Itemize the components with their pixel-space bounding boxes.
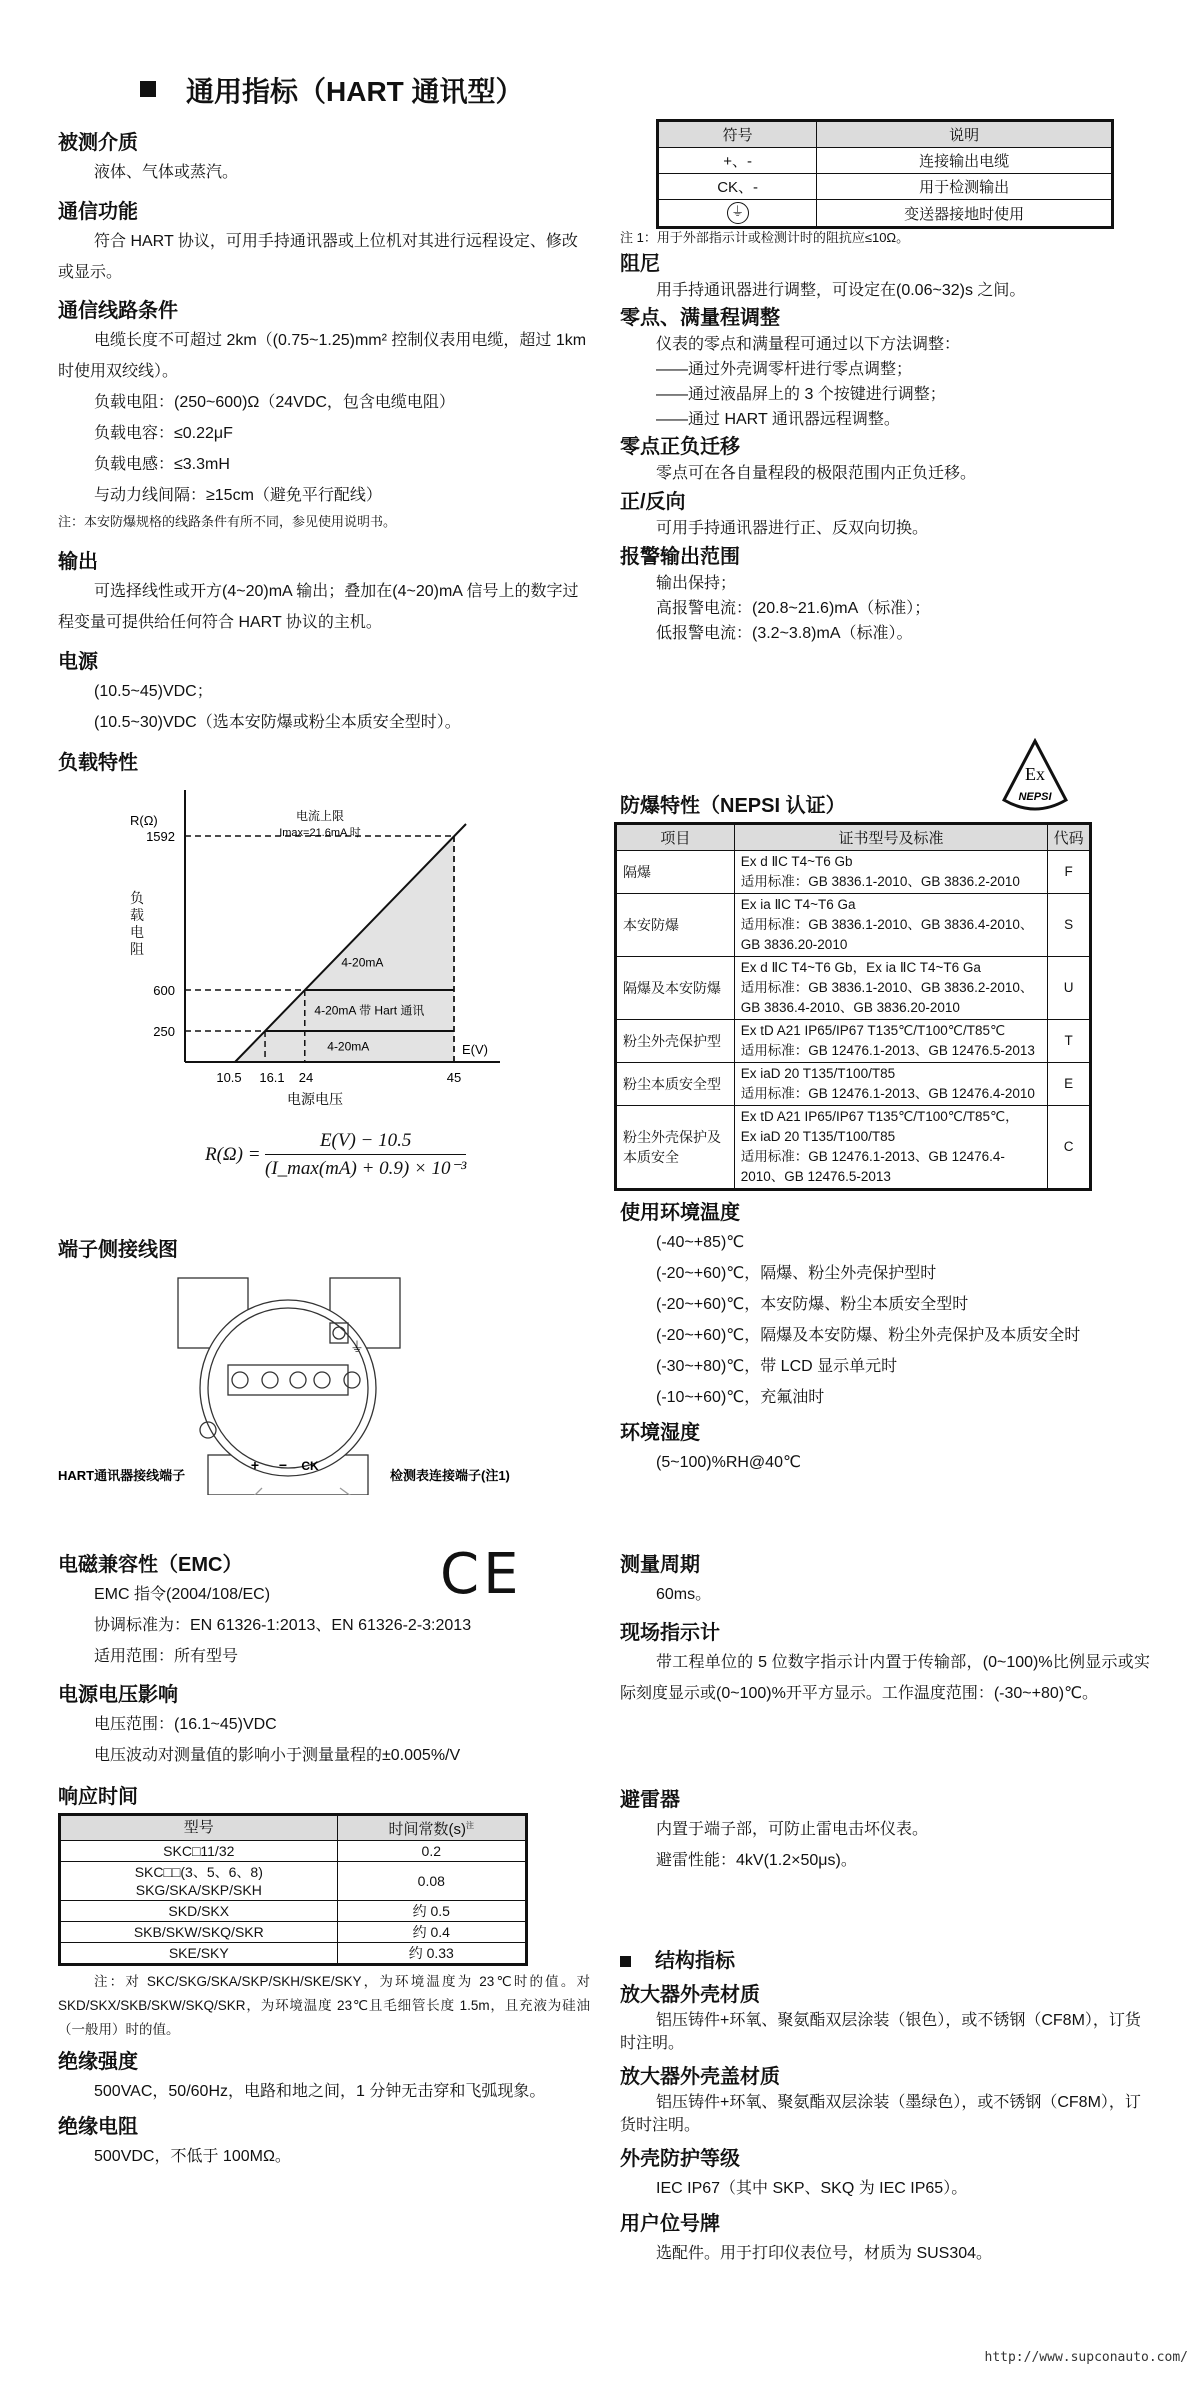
right-middle-flow: [614, 792, 1174, 1478]
power-line-distance: 与动力线间隔：≥15cm（避免平行配线）: [94, 487, 382, 504]
text: 避雷性能：4kV(1.2×50μs)。: [656, 1852, 857, 1869]
text: 500VDC，不低于 100MΩ。: [94, 2148, 291, 2165]
section-comm: [58, 198, 590, 288]
col-header: 说明: [817, 121, 1113, 148]
terminal-symbol-table: [656, 119, 1114, 229]
heading: 正/反向: [620, 491, 686, 513]
y-tick-label: 250: [153, 1024, 175, 1039]
col-header: 符号: [658, 121, 817, 148]
section-housing: [620, 1981, 1150, 2055]
ground-icon: ⏚: [350, 1339, 364, 1355]
heading: 放大器外壳材质: [620, 1984, 760, 2006]
ce-mark-logo: CE: [440, 1542, 523, 1607]
text: 仪表的零点和满量程可通过以下方法调整：: [656, 336, 961, 353]
text: 液体、气体或蒸汽。: [94, 164, 239, 181]
section-indicator: [620, 1619, 1150, 1709]
table-row: +、- 连接输出电缆: [658, 148, 1113, 174]
text: (-20~+60)℃，隔爆及本安防爆、粉尘外壳保护及本质安全时: [656, 1327, 1081, 1344]
section-humidity: [614, 1419, 1174, 1478]
x-tick-label: 45: [446, 1070, 462, 1085]
note: 注 1：用于外部指示计或检测计时的阻抗应≤10Ω。: [620, 230, 910, 245]
load-inductance: 负载电感：≤3.3mH: [94, 456, 230, 473]
page-title: 通用指标（HART 通讯型）: [140, 70, 524, 110]
section-period: [620, 1551, 1160, 1610]
region-label: 4-20mA: [327, 1039, 370, 1054]
note: 注：本安防爆规格的线路条件有所不同，参见使用说明书。: [58, 514, 397, 529]
col-header: 时间常数$(s)^注$: [337, 1815, 526, 1841]
table-row: 隔爆及本安防爆 Ex d ⅡC T4~T6 Gb，Ex ia ⅡC T4~T6 Ga 适用标准：GB 3836.1-2010、GB 3836.2-2010、GB 3836.4-2010、GB 3836.20-2010 U: [616, 957, 1091, 1020]
text: 内置于端子部，可防止雷电击坏仪表。: [656, 1821, 929, 1838]
table-row: SKB/SKW/SKQ/SKR 约 0.4: [60, 1922, 527, 1943]
text: (-30~+80)℃，带 LCD 显示单元时: [656, 1358, 898, 1375]
square-bullet-icon: [140, 81, 156, 97]
load-resistance: 负载电阻：(250~600)Ω（24VDC，包含电缆电阻）: [94, 394, 455, 411]
heading: 负载特性: [58, 752, 138, 774]
heading: 电源电压影响: [58, 1684, 178, 1706]
text: ——通过外壳调零杆进行零点调整；: [656, 361, 913, 378]
response-table: [58, 1813, 528, 1966]
y-axis-title: 负载电阻: [130, 890, 144, 957]
table-row: 粉尘本质安全型 Ex iaD 20 T135/T100/T85 适用标准：GB 12476.1-2013、GB 12476.4-2010 E: [616, 1063, 1091, 1106]
website-link[interactable]: http://www.supconauto.com/: [984, 2350, 1188, 2365]
col-header: 代码: [1048, 824, 1091, 851]
text: (-40~+85)℃: [656, 1234, 745, 1251]
terminal-wiring-diagram: [40, 1270, 600, 1495]
section-medium: [58, 129, 590, 188]
ground-icon: ⏚: [727, 202, 749, 224]
y-tick-label: 600: [153, 983, 175, 998]
text: (-10~+60)℃，充氟油时: [656, 1389, 825, 1406]
section-cover: [620, 2063, 1150, 2137]
text: (5~100)%RH@40℃: [656, 1454, 801, 1471]
heading: 阻尼: [620, 253, 660, 275]
section-power: [58, 648, 590, 738]
text: 电压范围：(16.1~45)VDC: [94, 1716, 277, 1733]
annotation-line-2: Imax=21.6mA 时: [279, 827, 361, 839]
col-header: 型号: [60, 1815, 338, 1841]
y-unit-label: R(Ω): [130, 813, 158, 828]
check-meter-terminal-label: 检测表连接端子(注1): [390, 1468, 510, 1483]
structure-title: 结构指标: [620, 1947, 1150, 1975]
x-unit-label: E(V): [462, 1042, 488, 1057]
text: 500VAC，50/60Hz，电路和地之间，1 分钟无击穿和飞弧现象。: [94, 2083, 546, 2100]
heading: 零点、满量程调整: [620, 307, 780, 329]
heading: 端子侧接线图: [58, 1239, 178, 1261]
section-arrester: [620, 1786, 1160, 1876]
text: ——通过液晶屏上的 3 个按键进行调整；: [656, 386, 946, 403]
text: 适用范围：所有型号: [94, 1648, 239, 1665]
hart-terminal-label: HART通讯器接线端子: [58, 1468, 186, 1483]
text: 低报警电流：(3.2~3.8)mA（标准）。: [656, 625, 913, 642]
text: 铝压铸件+环氧、聚氨酯双层涂装（墨绿色），或不锈钢（CF8M），订货时注明。: [620, 2094, 1141, 2134]
text: EMC 指令(2004/108/EC): [94, 1586, 271, 1603]
load-formula: R(Ω) = $\frac{E(V) - 10.5}{\text{(I\_max(mA) + 0.9) × 10⁻³}}$: [205, 1130, 467, 1179]
text: IEC IP67（其中 SKP、SKQ 为 IEC IP65）。: [656, 2180, 968, 2197]
heading: 用户位号牌: [620, 2213, 720, 2235]
table-row: 本安防爆 Ex ia ⅡC T4~T6 Ga 适用标准：GB 3836.1-2010、GB 3836.4-2010、GB 3836.20-2010 S: [616, 894, 1091, 957]
table-row: SKD/SKX 约 0.5: [60, 1901, 527, 1922]
col-header: 证书型号及标准: [734, 824, 1048, 851]
heading: 绝缘强度: [58, 2051, 138, 2073]
table-row: 粉尘外壳保护型 Ex tD A21 IP65/IP67 T135℃/T100℃/T85℃ 适用标准：GB 12476.1-2013、GB 12476.5-2013 T: [616, 1020, 1091, 1063]
heading: 输出: [58, 551, 98, 573]
text: 铝压铸件+环氧、聚氨酯双层涂装（银色），或不锈钢（CF8M），订货时注明。: [620, 2012, 1141, 2052]
heading: 环境湿度: [620, 1422, 700, 1444]
heading: 电源: [58, 651, 98, 673]
section-alarm: [620, 543, 1160, 646]
text: ——通过 HART 通讯器远程调整。: [656, 411, 900, 428]
text: 选配件。用于打印仪表位号，材质为 SUS304。: [656, 2245, 993, 2262]
table-row: 隔爆 Ex d ⅡC T4~T6 Gb 适用标准：GB 3836.1-2010、GB 3836.2-2010 F: [616, 851, 1091, 894]
svg-text:Ex: Ex: [1025, 764, 1045, 784]
text: 符合 HART 协议，可用手持通讯器或上位机对其进行远程设定、修改或显示。: [58, 233, 578, 281]
heading: 电磁兼容性（EMC）: [58, 1554, 243, 1576]
heading: 绝缘电阻: [58, 2116, 138, 2138]
note: 注：对 SKC/SKG/SKA/SKP/SKH/SKE/SKY，为环境温度为 23℃时的值。对 SKD/SKX/SKB/SKW/SKQ/SKR，为环境温度 23℃且毛细管长度 1.5m，且充液为硅油（一般用）时的值。: [58, 1974, 590, 2037]
x-axis-title: 电源电压: [287, 1091, 343, 1107]
text: 高报警电流：(20.8~21.6)mA（标准）；: [656, 600, 931, 617]
text: 电压波动对测量值的影响小于测量量程的±0.005%/V: [94, 1747, 461, 1764]
terminal-ck: CK: [301, 1459, 319, 1473]
region-label: 4-20mA 带 Hart 通讯: [314, 1003, 425, 1018]
x-tick-label: 16.1: [259, 1070, 285, 1085]
text: 带工程单位的 5 位数字指示计内置于传输部，(0~100)%比例显示或实际刻度显示或(0~100)%开平方显示。工作温度范围：(-30~+80)℃。: [620, 1654, 1150, 1702]
text: 电缆长度不可超过 2km（(0.75~1.25)mm² 控制仪表用电缆，超过 1km 时使用双绞线）。: [58, 332, 587, 380]
heading: 放大器外壳盖材质: [620, 2066, 780, 2088]
table-row: 粉尘外壳保护及本质安全 Ex tD A21 IP65/IP67 T135℃/T100℃/T85℃， Ex iaD 20 T135/T100/T85 适用标准：GB 12476.1-2013、GB 12476.4-2010、GB 12476.5-2013 C: [616, 1106, 1091, 1190]
text: 可选择线性或开方(4~20)mA 输出；叠加在(4~20)mA 信号上的数字过程变量可提供给任何符合 HART 协议的主机。: [58, 583, 579, 631]
section-damping: [620, 250, 1160, 304]
left-bottom-flow: [58, 1783, 590, 2172]
heading: 通信功能: [58, 201, 138, 223]
text: 用手持通讯器进行调整，可设定在(0.06~32)s 之间。: [656, 282, 1026, 299]
text: 协调标准为：EN 61326-1:2013、EN 61326-2-3:2013: [94, 1617, 472, 1634]
load-characteristic-chart: [100, 780, 520, 1120]
heading: 防爆特性（NEPSI 认证）: [620, 795, 846, 817]
text: 60ms。: [656, 1586, 712, 1603]
section-zero-shift: [620, 433, 1160, 486]
square-bullet-icon: [620, 1956, 631, 1967]
table-row: ⏚ 变送器接地时使用: [658, 200, 1113, 228]
heading: 避雷器: [620, 1789, 680, 1811]
x-tick-label: 10.5: [216, 1070, 242, 1085]
text: 输出保持；: [656, 575, 737, 592]
section-ambient-temp: [614, 1199, 1174, 1413]
terminal-plus: +: [250, 1457, 260, 1473]
heading: 报警输出范围: [620, 546, 740, 568]
section-output: [58, 548, 590, 638]
text: (-20~+60)℃，本安防爆、粉尘本质安全型时: [656, 1296, 969, 1313]
annotation-line-1: 电流上限: [295, 809, 345, 823]
section-wiring: [58, 1236, 178, 1264]
right-bottom-flow: [620, 1947, 1150, 2269]
x-tick-label: 24: [298, 1070, 314, 1085]
heading: 响应时间: [58, 1786, 138, 1808]
section-tag: [620, 2210, 1150, 2269]
svg-text:NEPSI: NEPSI: [1018, 791, 1052, 803]
table-row: SKC□11/32 0.2: [60, 1841, 527, 1862]
section-response: [58, 1783, 590, 2042]
text: 零点可在各自量程段的极限范围内正负迁移。: [656, 465, 977, 482]
text: (10.5~45)VDC；: [94, 683, 213, 700]
table-row: SKE/SKY 约 0.33: [60, 1943, 527, 1965]
section-line-conditions: [58, 297, 590, 533]
heading: 现场指示计: [620, 1622, 720, 1644]
section-insulation: [58, 2113, 590, 2172]
section-direction: [620, 488, 1160, 541]
section-load: [58, 749, 138, 777]
section-supply-effect: [58, 1681, 590, 1771]
load-capacitance: 负载电容：≤0.22μF: [94, 425, 233, 442]
section-dielectric: [58, 2048, 590, 2107]
terminal-minus: −: [278, 1457, 288, 1473]
y-tick-label: 1592: [146, 829, 175, 844]
heading: 被测介质: [58, 132, 138, 154]
heading: 测量周期: [620, 1554, 700, 1576]
heading: 外壳防护等级: [620, 2148, 740, 2170]
heading: 零点正负迁移: [620, 436, 740, 458]
table-row: CK、- 用于检测输出: [658, 174, 1113, 200]
col-header: 项目: [616, 824, 735, 851]
heading: 使用环境温度: [620, 1202, 740, 1224]
section-zero-span: [620, 304, 1160, 432]
region-label: 4-20mA: [341, 955, 384, 970]
section-ip: [620, 2145, 1150, 2204]
text: 可用手持通讯器进行正、反双向切换。: [656, 520, 929, 537]
text: (-20~+60)℃，隔爆、粉尘外壳保护型时: [656, 1265, 937, 1282]
heading: 通信线路条件: [58, 300, 178, 322]
table-row: SKC□□(3、5、6、8) SKG/SKA/SKP/SKH 0.08: [60, 1862, 527, 1901]
text: (10.5~30)VDC（选本安防爆或粉尘本质安全型时）。: [94, 714, 461, 731]
explosion-proof-table: [614, 822, 1092, 1191]
